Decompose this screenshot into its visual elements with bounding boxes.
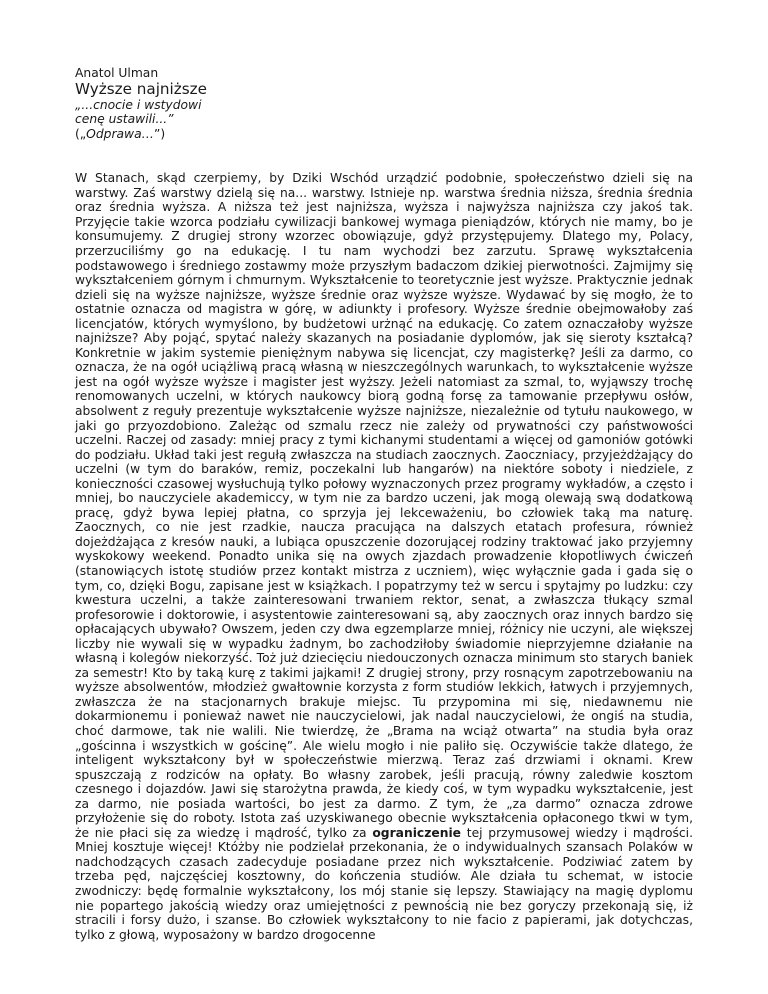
motto-line-2: cenę ustawili...”: [75, 112, 174, 127]
author-name: Anatol Ulman: [75, 66, 159, 80]
body-text-part-1: W Stanach, skąd czerpiemy, by Dziki Wschód urządzić podobnie, społeczeństwo dzieli się na warstwy. Zaś warstwy dzielą się na... warstwy. Istnieje np. warstwa średnia niższa, średnia średnia oraz średnia wyższa. A niższa też jest najniższa, wyższa i najwyższa najniższa czy jakoś tak. Przyjęcie takie wzorca podziału cywilizacji bankowej wymaga pieniądzów, których nie mamy, bo je konsumujemy. Z drugiej strony wzorzec obowiązuje, gdyż przystępujemy. Dlatego my, Polacy, przerzuciliśmy go na edukację. I tu nam wychodzi bez zarzutu. Sprawę wykształcenia podstawowego i średniego zostawmy może przyszłym badaczom dzikiej pierwotności. Zajmijmy się wykształceniem górnym i chmurnym. Wykształcenie to teoretycznie jest wyższe. Praktycznie jednak dzieli się na wyższe najniższe, wyższe średnie oraz wyższe wyższe. Wydawać by się mogło, że to ostatnie oznacza od magistra w górę, w adiunkty i profesory. Wyższe średnie obejmowałoby zaś licencjatów, których wymyślono, by budżetowi urżnąć na edukację. Co zatem oznaczałoby wyższe najniższe? Aby pojąć, spytać należy skazanych na posiadanie dyplomów, jak się sieroty kształcą? Konkretnie w jakim systemie pieniężnym nabywa się licencjat, czy magisterkę? Jeśli za darmo, co oznacza, że na ogół uciążliwą pracą własną w nieszczególnych warunkach, to wykształcenie wyższe jest na ogół wyższe wyższe i magister jest wyższy. Jeżeli natomiast za szmal, to, wyjąwszy trochę renomowanych uczelni, w których naukowcy biorą godną forsę za tamowanie przepływu osłów, absolwent z reguły prezentuje wykształcenie wyższe najniższe, niezależnie od tytułu naukowego, w jaki go przyozdobiono. Zależąc od szmalu rzecz nie zależy od prywatności czy państwowości uczelni. Raczej od zasady: mniej pracy z tymi kichanymi studentami a więcej od gamoniów gotówki do podziału. Układ taki jest regułą zwłaszcza na studiach zaocznych. Zaoczniacy, przyjeżdżający do uczelni (w tym do baraków, remiz, poczekalni lub hangarów) na niektóre soboty i niedziele, z konieczności czasowej wysłuchują tylko połowy wyznaczonych przez programy wykładów, a często i mniej, bo nauczyciele akademiccy, w tym nie za bardzo uczeni, jak mogą olewają swą dodatkową pracę, gdyż bywa lepiej płatna, co sprzyja jej lekceważeniu, bo człowiek taką ma naturę. Zaocznych, co nie jest rzadkie, naucza pracująca na dalszych etatach profesura, również dojeżdżająca z kresów nauki, a lubiąca opuszczenie dozorującej rodziny traktować jako przyjemny wyskokowy weekend. Ponadto unika się na owych zjazdach prowadzenie kłopotliwych ćwiczeń (stanowiących istotę studiów przez kontakt mistrza z uczniem), więc wyłącznie gada i gada się o tym, co, dzięki Bogu, zapisane jest w książkach. I popatrzymy też w sercu i spytajmy po ludzku: czy kwestura uczelni, a także zainteresowani trwaniem rektor, senat, a zwłaszcza tłukący szmal profesorowie i doktorowie, i asystentowie zainteresowani są, aby zaocznych oraz innych bardzo się opłacających ubywało? Owszem, jeden czy dwa egzemplarze mniej, różnicy nie uczyni, ale większej liczby nie wywali się w wypadku żadnym, bo zachodziłoby świadomie nieprzyjemne działanie na własną i kolegów niekorzyść. Toż już dziecięciu niedouczonych oznacza minimum sto starych baniek za semestr! Kto by taką kurę z takimi jajkami! Z drugiej strony, przy rosnącym zapotrzebowaniu na wyższe absolwentów, młodzież gwałtownie korzysta z form studiów lekkich, łatwych i przyjemnych, zwłaszcza że na stacjonarnych brakuje miejsc. Tu przypomina mi się, niedawnemu nie dokarmionemu i ponieważ nawet nie nauczycielowi, jak nadal nauczycielowi, że ongiś na studia, choć darmowe, tak nie walili. Nie twierdzę, że „Brama na wciąż otwarta” na studia była oraz „gościnna i wszystkich w gościnę”. Ale wielu mogło i nie paliło się. Oczywiście także dlatego, że inteligent wykształcony był w społeczeństwie mierzwą. Teraz zaś drzwiami i oknami. Krew spuszczają z rodziców na opłaty. Bo własny zarobek, jeśli pracują, równy zaledwie kosztom czesnego i dojazdów. Jawi się starożytna prawda, że kiedy coś, w tym wypadku wykształcenie, jest za darmo, nie posiada wartości, bo jest za darmo. Z tym, że „za darmo” oznacza zdrowe przyłożenie się do roboty. Istota zaś uzyskiwanego obecnie wykształcenia opłaconego tkwi w tym, że nie płaci się za wiedzę i mądrość, tylko za: [75, 171, 693, 840]
body-emphasis: ograniczenie: [372, 825, 462, 840]
motto-source: [75, 127, 693, 141]
body-text-part-2: tej przymusowej wiedzy i mądrości. Mniej kosztuje więcej! Któżby nie podzielał przekonania, że o indywidualnych szansach Polaków w nadchodzących czasach zadecyduje posiadane przez nich wykształcenie. Podziwiać zatem by trzeba pęd, najczęściej kosztowny, do kończenia studiów. Ale działa tu schemat, w istocie zwodniczy: będę formalnie wykształcony, los mój stanie się lepszy. Stawiający na magię dyplomu nie popartego jakością wiedzy oraz umiejętności z pewnością nie bez goryczy przekonają się, iż stracili i forsy dużo, i szanse. Bo człowiek wykształcony to nie facio z papierami, jak dotychczas, tylko z głową, wyposażony w bardzo drogocenne: [75, 825, 693, 942]
document-page: [75, 66, 693, 942]
motto-source-open: („: [75, 126, 87, 141]
motto-source-close: ”): [153, 126, 166, 141]
motto-source-name: Odprawa…: [86, 126, 154, 141]
document-title: Wyższe najniższe: [75, 80, 207, 98]
article-body: [75, 171, 693, 942]
motto-line-1: „...cnocie i wstydowi: [75, 98, 202, 112]
